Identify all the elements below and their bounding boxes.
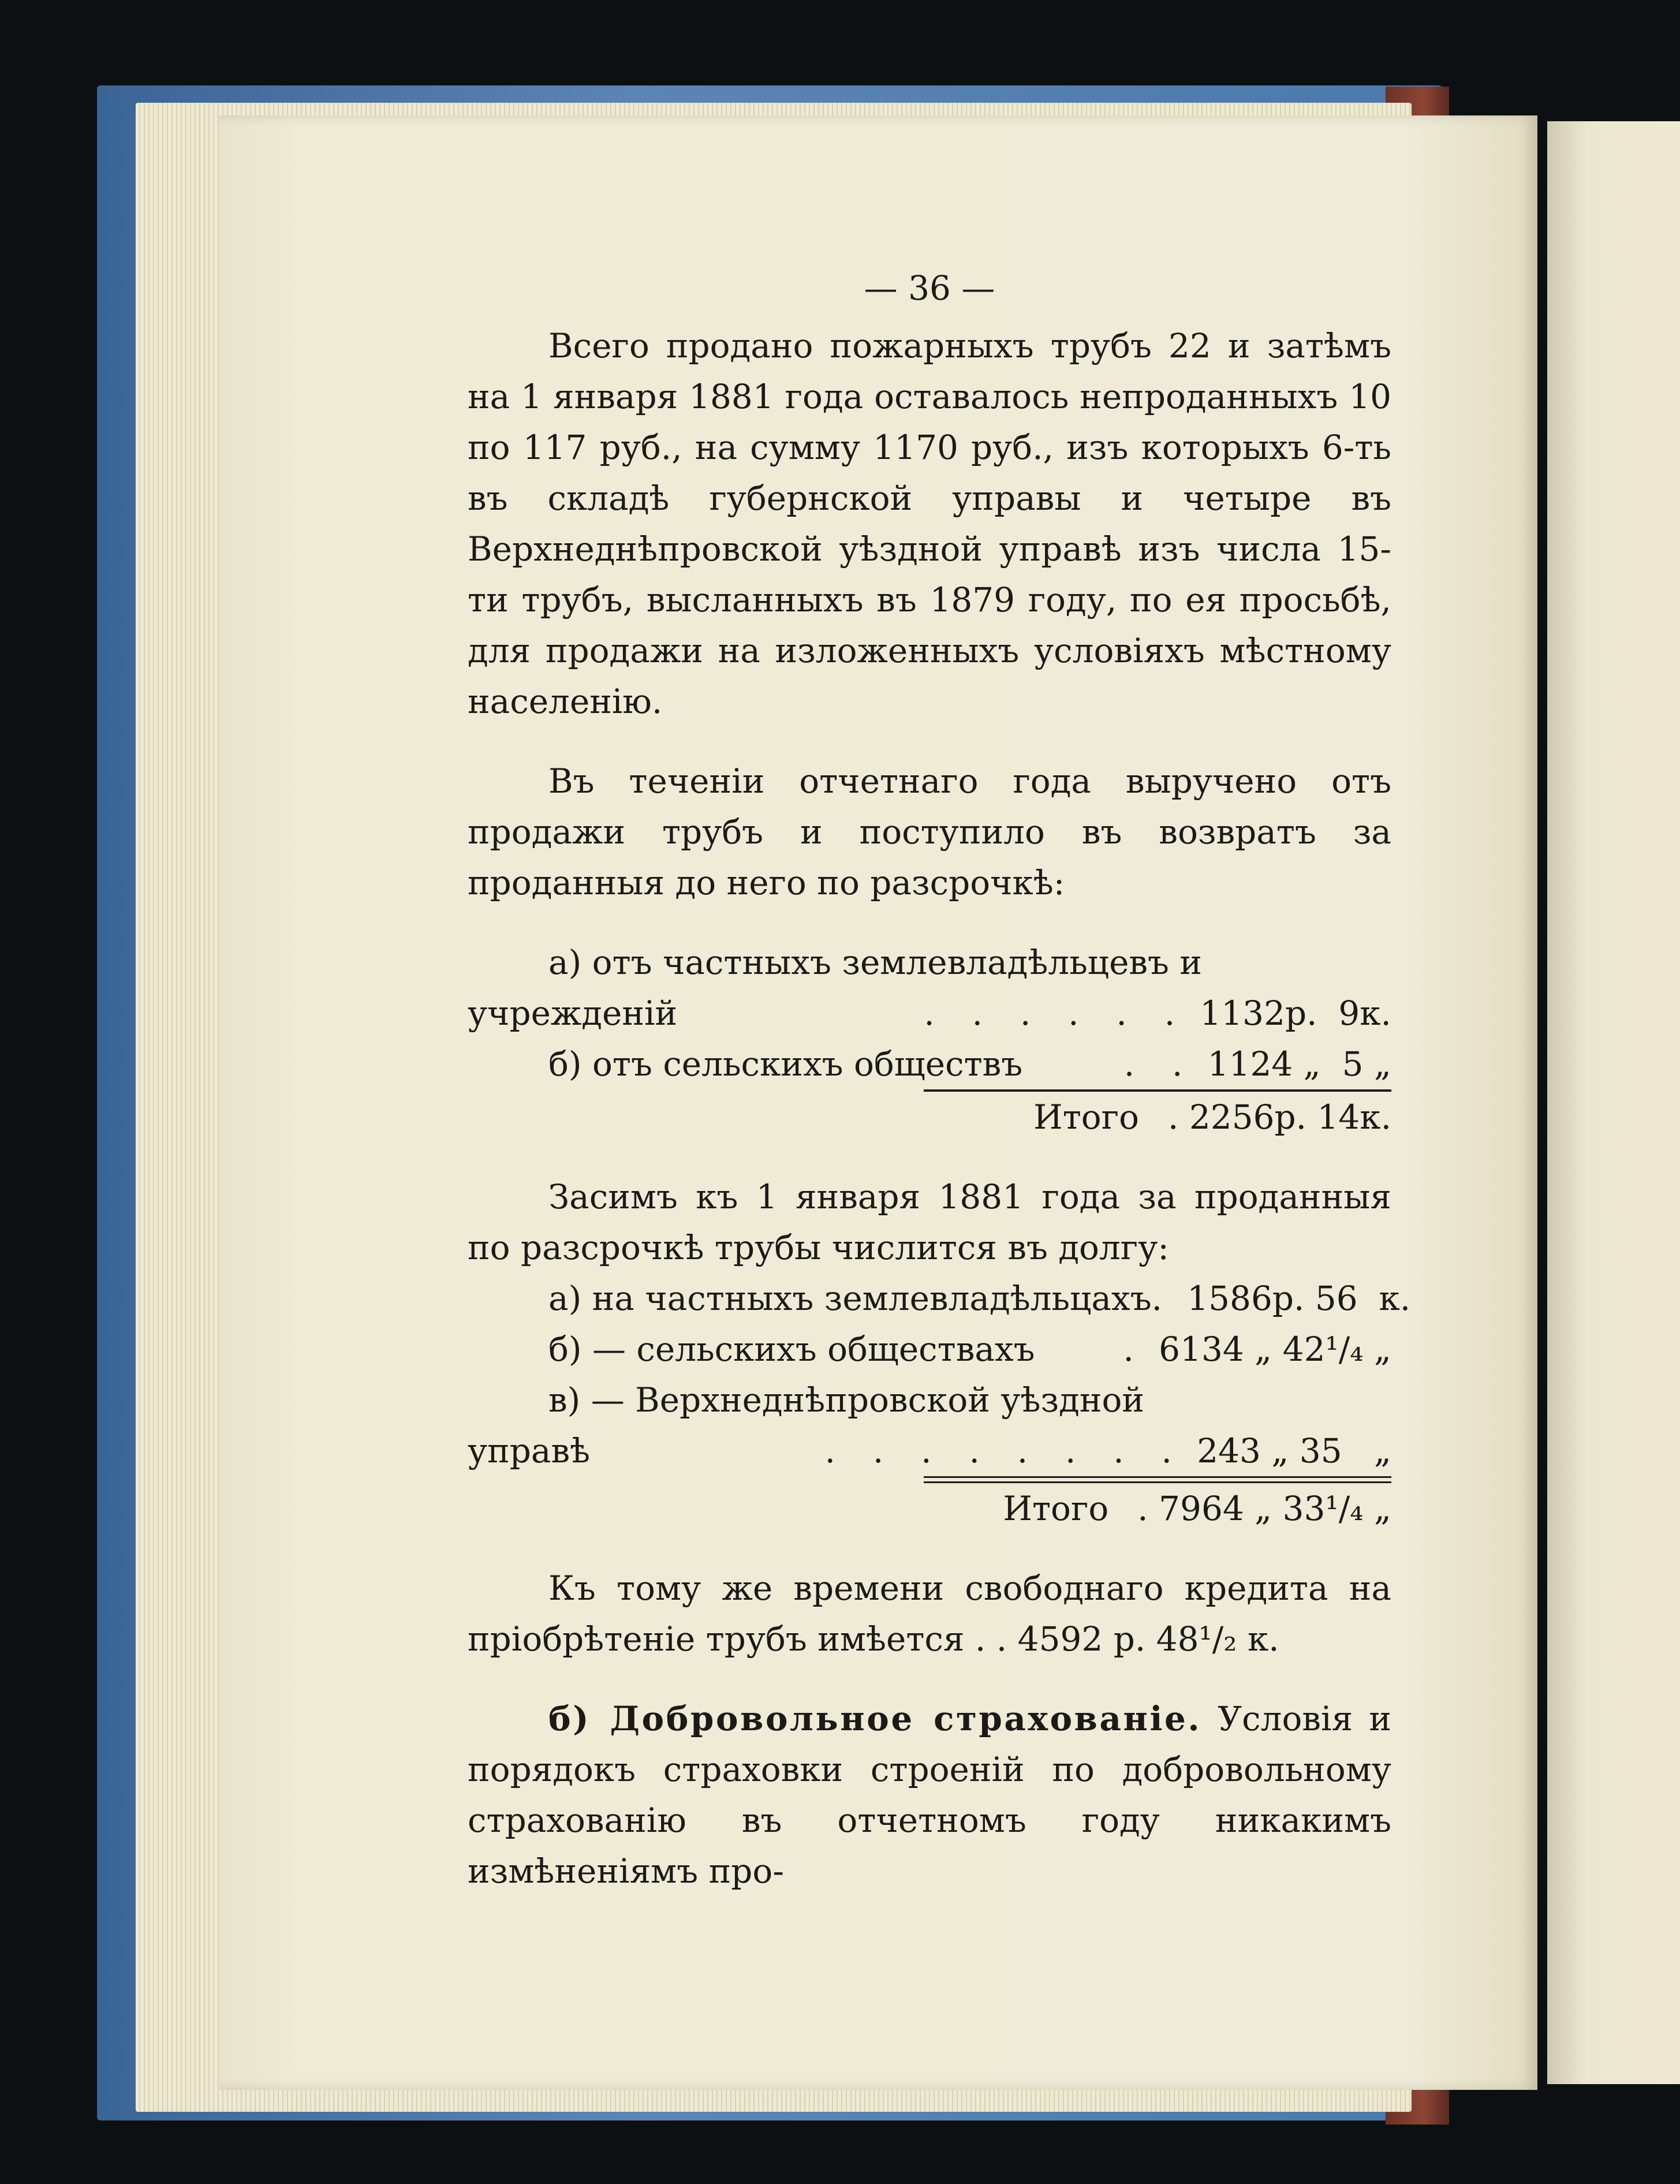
debts-a-amount: 1586р. 56 к. [1187,1279,1411,1318]
debts-row-b [468,1324,1391,1375]
debts-row-c-cont [468,1425,1391,1476]
receipts-a-label: а) отъ частныхъ землевладѣльцевъ и [548,943,1203,982]
receipts-a-label-cont: учрежденій [468,994,678,1033]
receipts-row-a [468,937,1391,988]
free-credit-dots: . . [975,1619,1007,1659]
receipts-b-amount: 1124 „ 5 „ [1207,1044,1391,1084]
debts-b-label: б) — сельскихъ обществахъ [548,1330,1035,1369]
receipts-b-label: б) отъ сельскихъ обществъ [548,1044,1023,1084]
debts-row-a [468,1273,1411,1324]
paragraph-receipts-intro: Въ теченіи отчетнаго года выручено отъ продажи трубъ и поступило въ возвратъ за проданныя до него по разсрочкѣ: [468,761,1391,902]
receipts-a-dots: . . . . . . [924,994,1189,1033]
page-number: — 36 — [864,268,995,308]
debts-row-c [468,1375,1391,1425]
debts-c-label-cont: управѣ [468,1431,591,1470]
paragraph-voluntary-insurance [468,1693,1391,1896]
page-text [468,263,1411,1896]
debts-total-row [468,1483,1391,1534]
debts-total-rule [924,1476,1391,1483]
paragraph-free-credit [468,1563,1391,1664]
free-credit-amount: 4592 р. 48¹/₂ к. [1017,1619,1279,1659]
debts-c-label: в) — Верхнеднѣпровской уѣздной [548,1380,1145,1420]
voluntary-insurance-heading: б) Добровольное страхованіе. [548,1699,1202,1738]
debts-c-amount: 243 „ 35 „ [1197,1431,1391,1470]
receipts-row-b [468,1039,1391,1089]
receipts-row-a-cont [468,988,1391,1039]
debts-c-dots: . . . . . . . . [824,1431,1186,1470]
receipts-total-amount: . 2256р. 14к. [1168,1097,1391,1137]
receipts-total-row [468,1092,1391,1143]
debts-a-label: а) на частныхъ землевладѣльцахъ [548,1279,1152,1318]
receipts-b-dots: . . [1123,1044,1196,1084]
voluntary-insurance-text: Условія и порядокъ страховки строеній по добровольному страхованію въ отчетномъ году никакимъ измѣненіямъ про- [468,1699,1391,1891]
facing-page-edge [1547,121,1680,2084]
paragraph-debts-intro: Засимъ къ 1 января 1881 года за проданныя по разсрочкѣ трубы числится въ долгу: [468,1177,1391,1267]
receipts-a-amount: 1132р. 9к. [1200,994,1391,1033]
debts-b-amount: 6134 „ 42¹/₄ „ [1159,1330,1391,1369]
debts-total-label: Итого [1003,1489,1109,1528]
debts-b-dots: . [1123,1330,1148,1369]
debts-total-amount: . 7964 „ 33¹/₄ „ [1137,1489,1391,1528]
receipts-total-label: Итого [1033,1097,1140,1137]
debts-a-dots: . [1151,1279,1176,1318]
free-credit-text: Къ тому же времени свободнаго кредита на пріобрѣтеніе трубъ имѣется [468,1569,1391,1659]
paragraph-trubs-sold: Всего продано пожарныхъ трубъ 22 и затѣмъ на 1 января 1881 года оставалось непроданныхъ 10 по 117 руб., на сумму 1170 руб., изъ которыхъ 6-ть въ складѣ губернской управы и четыре въ Верхнеднѣпровской уѣздной управѣ изъ числа 15-ти трубъ, высланныхъ въ 1879 году, по ея просьбѣ, для продажи на изложенныхъ условіяхъ мѣстному населенію. [468,326,1391,721]
